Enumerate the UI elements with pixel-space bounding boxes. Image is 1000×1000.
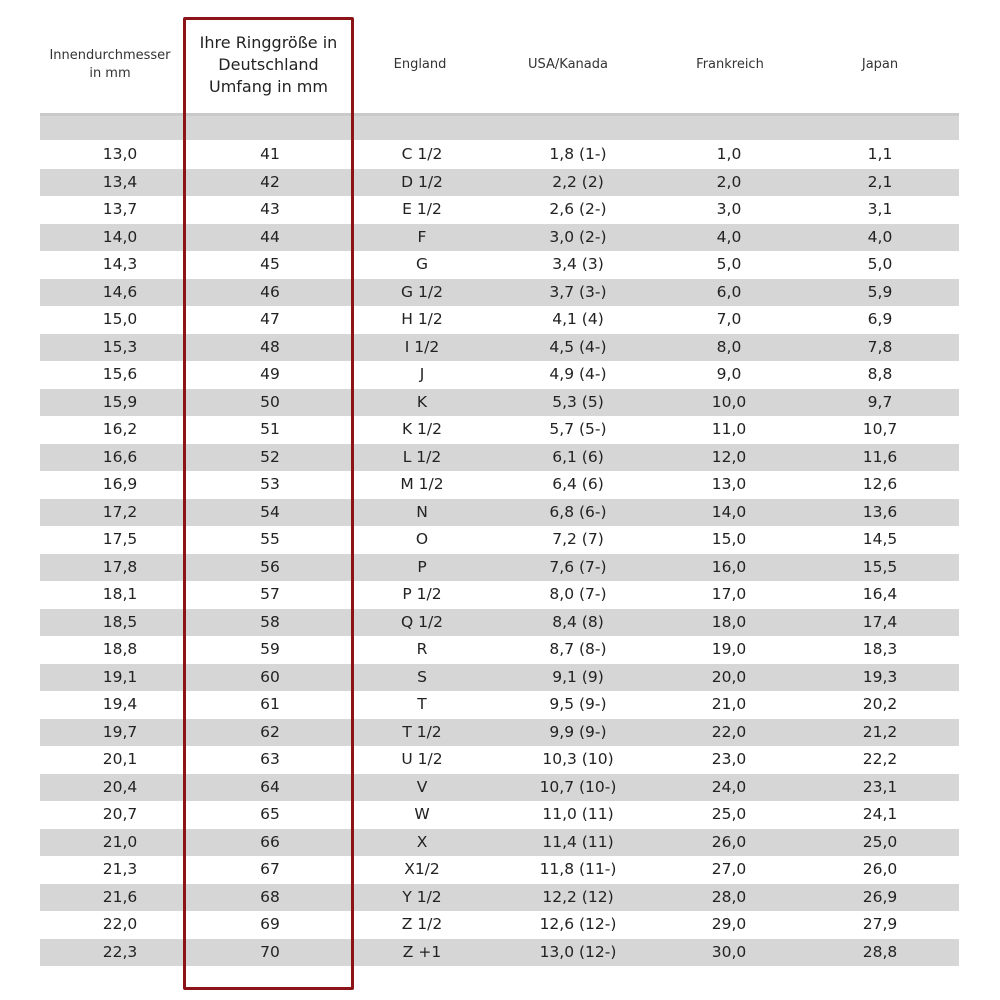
inner-diameter-cell: 21,6 (102, 887, 138, 906)
japan-size-cell: 27,9 (862, 915, 898, 933)
usa-size-cell: 7,6 (7-) (549, 557, 607, 576)
germany-size-cell: 66 (260, 832, 280, 851)
table-row (40, 719, 959, 747)
england-size-cell: H 1/2 (401, 310, 443, 328)
table-row (40, 169, 959, 197)
inner-diameter-cell: 19,1 (102, 667, 138, 686)
germany-size-cell: 69 (260, 915, 280, 933)
england-size-cell: L 1/2 (402, 447, 442, 466)
france-size-cell: 12,0 (711, 447, 747, 466)
japan-size-cell: 21,2 (862, 722, 898, 741)
usa-size-cell: 2,6 (2-) (549, 200, 607, 218)
japan-size-cell: 3,1 (867, 200, 893, 218)
table-row (40, 554, 959, 582)
table-row (40, 361, 959, 389)
table-row (40, 416, 959, 444)
japan-size-cell: 28,8 (862, 942, 898, 961)
japan-size-cell: 12,6 (862, 475, 898, 493)
germany-size-cell: 45 (260, 255, 280, 273)
japan-size-cell: 8,8 (867, 365, 893, 383)
germany-size-cell: 41 (260, 145, 280, 163)
france-size-cell: 14,0 (711, 502, 747, 521)
germany-size-cell: 56 (260, 557, 280, 576)
japan-size-cell: 6,9 (867, 310, 893, 328)
inner-diameter-cell: 14,3 (102, 255, 138, 273)
japan-size-cell: 9,7 (867, 392, 893, 411)
england-size-cell: E 1/2 (402, 200, 442, 218)
france-size-cell: 7,0 (716, 310, 742, 328)
germany-size-cell: 58 (260, 612, 280, 631)
header-japan: Japan (861, 57, 899, 72)
table-row (40, 609, 959, 637)
germany-size-cell: 60 (260, 667, 280, 686)
germany-size-cell: 67 (260, 860, 280, 878)
inner-diameter-cell: 22,3 (102, 942, 138, 961)
england-size-cell: J (419, 365, 425, 383)
inner-diameter-cell: 17,2 (102, 502, 138, 521)
header-inner-diameter: Innendurchmesser in mm (49, 48, 171, 81)
table-row (40, 224, 959, 252)
england-size-cell: P 1/2 (402, 585, 442, 603)
inner-diameter-cell: 13,7 (102, 200, 138, 218)
usa-size-cell: 13,0 (12-) (539, 942, 617, 961)
england-size-cell: V (416, 777, 428, 796)
usa-size-cell: 8,0 (7-) (549, 585, 607, 603)
table-row (40, 801, 959, 829)
table-row (40, 279, 959, 307)
header-england: England (393, 57, 447, 72)
japan-size-cell: 17,4 (862, 612, 898, 631)
germany-size-cell: 57 (260, 585, 280, 603)
inner-diameter-cell: 15,3 (102, 337, 138, 356)
inner-diameter-cell: 17,8 (102, 557, 138, 576)
table-row (40, 774, 959, 802)
england-size-cell: Q 1/2 (400, 612, 444, 631)
germany-size-cell: 53 (260, 475, 280, 493)
usa-size-cell: 2,2 (2) (552, 172, 604, 191)
usa-size-cell: 8,7 (8-) (549, 640, 607, 658)
header-usa-canada: USA/Kanada (528, 57, 608, 72)
usa-size-cell: 4,1 (4) (552, 310, 604, 328)
france-size-cell: 8,0 (716, 337, 742, 356)
usa-size-cell: 3,7 (3-) (549, 282, 607, 301)
france-size-cell: 10,0 (711, 392, 747, 411)
usa-size-cell: 9,9 (9-) (549, 722, 607, 741)
usa-size-cell: 6,4 (6) (552, 475, 604, 493)
usa-size-cell: 5,3 (5) (552, 392, 604, 411)
japan-size-cell: 5,0 (867, 255, 893, 273)
germany-size-cell: 63 (260, 750, 280, 768)
usa-size-cell: 10,3 (10) (542, 750, 614, 768)
france-size-cell: 22,0 (711, 722, 747, 741)
germany-size-cell: 42 (260, 172, 280, 191)
header-spacer-band (40, 116, 959, 140)
inner-diameter-cell: 18,1 (102, 585, 138, 603)
japan-size-cell: 11,6 (862, 447, 898, 466)
japan-size-cell: 22,2 (862, 750, 898, 768)
france-size-cell: 6,0 (716, 282, 742, 301)
header-france: Frankreich (696, 57, 764, 72)
usa-size-cell: 3,0 (2-) (549, 227, 607, 246)
france-size-cell: 3,0 (716, 200, 742, 218)
table-row (40, 939, 959, 967)
england-size-cell: F (417, 227, 427, 246)
japan-size-cell: 24,1 (862, 805, 898, 823)
france-size-cell: 2,0 (716, 172, 742, 191)
france-size-cell: 15,0 (711, 530, 747, 548)
france-size-cell: 9,0 (716, 365, 742, 383)
england-size-cell: G 1/2 (401, 282, 443, 301)
japan-size-cell: 7,8 (867, 337, 893, 356)
germany-size-cell: 50 (260, 392, 280, 411)
japan-size-cell: 20,2 (862, 695, 898, 713)
inner-diameter-cell: 18,8 (102, 640, 138, 658)
inner-diameter-cell: 18,5 (102, 612, 138, 631)
usa-size-cell: 12,6 (12-) (539, 915, 617, 933)
france-size-cell: 25,0 (711, 805, 747, 823)
france-size-cell: 30,0 (711, 942, 747, 961)
germany-size-cell: 59 (260, 640, 280, 658)
england-size-cell: R (416, 640, 428, 658)
england-size-cell: K (416, 392, 428, 411)
usa-size-cell: 6,1 (6) (552, 447, 604, 466)
table-row (40, 691, 959, 719)
japan-size-cell: 16,4 (862, 585, 898, 603)
inner-diameter-cell: 21,0 (102, 832, 138, 851)
england-size-cell: C 1/2 (401, 145, 443, 163)
inner-diameter-cell: 19,7 (102, 722, 138, 741)
england-size-cell: Z 1/2 (401, 915, 443, 933)
inner-diameter-cell: 20,4 (102, 777, 138, 796)
usa-size-cell: 4,5 (4-) (549, 337, 607, 356)
france-size-cell: 18,0 (711, 612, 747, 631)
japan-size-cell: 25,0 (862, 832, 898, 851)
table-row (40, 306, 959, 334)
england-size-cell: U 1/2 (401, 750, 443, 768)
header-germany-size: Ihre Ringgröße in Deutschland Umfang in mm (199, 33, 338, 96)
france-size-cell: 28,0 (711, 887, 747, 906)
table-row (40, 746, 959, 774)
inner-diameter-cell: 19,4 (102, 695, 138, 713)
table-row (40, 884, 959, 912)
inner-diameter-cell: 17,5 (102, 530, 138, 548)
japan-size-cell: 5,9 (867, 282, 893, 301)
germany-size-cell: 44 (260, 227, 280, 246)
france-size-cell: 26,0 (711, 832, 747, 851)
usa-size-cell: 9,5 (9-) (549, 695, 607, 713)
england-size-cell: N (416, 502, 428, 521)
france-size-cell: 1,0 (716, 145, 742, 163)
japan-size-cell: 18,3 (862, 640, 898, 658)
england-size-cell: T (417, 695, 427, 713)
france-size-cell: 20,0 (711, 667, 747, 686)
inner-diameter-cell: 20,1 (102, 750, 138, 768)
germany-size-cell: 61 (260, 695, 280, 713)
england-size-cell: Z +1 (402, 942, 442, 961)
japan-size-cell: 2,1 (867, 172, 893, 191)
france-size-cell: 27,0 (711, 860, 747, 878)
japan-size-cell: 19,3 (862, 667, 898, 686)
inner-diameter-cell: 22,0 (102, 915, 138, 933)
inner-diameter-cell: 21,3 (102, 860, 138, 878)
table-row (40, 664, 959, 692)
inner-diameter-cell: 15,0 (102, 310, 138, 328)
usa-size-cell: 3,4 (3) (552, 255, 604, 273)
japan-size-cell: 1,1 (867, 145, 893, 163)
usa-size-cell: 9,1 (9) (552, 667, 604, 686)
table-row (40, 471, 959, 499)
usa-size-cell: 11,8 (11-) (539, 860, 617, 878)
table-row (40, 334, 959, 362)
japan-size-cell: 13,6 (862, 502, 898, 521)
size-table-body (40, 141, 959, 966)
france-size-cell: 24,0 (711, 777, 747, 796)
table-row (40, 856, 959, 884)
england-size-cell: D 1/2 (401, 172, 443, 191)
england-size-cell: G (415, 255, 428, 273)
inner-diameter-cell: 16,9 (102, 475, 138, 493)
table-row (40, 829, 959, 857)
england-size-cell: W (414, 805, 430, 823)
germany-size-cell: 48 (260, 337, 280, 356)
table-row (40, 526, 959, 554)
table-row (40, 911, 959, 939)
table-row (40, 499, 959, 527)
france-size-cell: 21,0 (711, 695, 747, 713)
germany-size-cell: 54 (260, 502, 280, 521)
england-size-cell: Y 1/2 (402, 887, 442, 906)
germany-size-cell: 49 (260, 365, 280, 383)
table-row (40, 251, 959, 279)
inner-diameter-cell: 16,2 (102, 420, 138, 438)
england-size-cell: P (417, 557, 427, 576)
japan-size-cell: 26,0 (862, 860, 898, 878)
table-row (40, 389, 959, 417)
england-size-cell: M 1/2 (400, 475, 444, 493)
usa-size-cell: 5,7 (5-) (549, 420, 607, 438)
germany-size-cell: 64 (260, 777, 280, 796)
france-size-cell: 23,0 (711, 750, 747, 768)
usa-size-cell: 4,9 (4-) (549, 365, 607, 383)
usa-size-cell: 6,8 (6-) (549, 502, 607, 521)
table-row (40, 444, 959, 472)
inner-diameter-cell: 14,0 (102, 227, 138, 246)
inner-diameter-cell: 14,6 (102, 282, 138, 301)
germany-size-cell: 68 (260, 887, 280, 906)
japan-size-cell: 15,5 (862, 557, 898, 576)
table-row (40, 636, 959, 664)
france-size-cell: 4,0 (716, 227, 742, 246)
england-size-cell: O (415, 530, 429, 548)
japan-size-cell: 10,7 (862, 420, 898, 438)
table-row (40, 141, 959, 169)
inner-diameter-cell: 15,9 (102, 392, 138, 411)
germany-size-cell: 52 (260, 447, 280, 466)
usa-size-cell: 11,0 (11) (542, 805, 614, 823)
france-size-cell: 11,0 (711, 420, 747, 438)
germany-size-cell: 62 (260, 722, 280, 741)
usa-size-cell: 11,4 (11) (542, 832, 614, 851)
france-size-cell: 19,0 (711, 640, 747, 658)
france-size-cell: 29,0 (711, 915, 747, 933)
japan-size-cell: 4,0 (867, 227, 893, 246)
inner-diameter-cell: 13,0 (102, 145, 138, 163)
germany-size-cell: 65 (260, 805, 280, 823)
usa-size-cell: 10,7 (10-) (539, 777, 617, 796)
table-row (40, 581, 959, 609)
japan-size-cell: 26,9 (862, 887, 898, 906)
table-row (40, 196, 959, 224)
england-size-cell: I 1/2 (404, 337, 440, 356)
germany-size-cell: 47 (260, 310, 280, 328)
usa-size-cell: 7,2 (7) (552, 530, 604, 548)
germany-size-cell: 70 (260, 942, 280, 961)
england-size-cell: X1/2 (404, 860, 440, 878)
inner-diameter-cell: 20,7 (102, 805, 138, 823)
england-size-cell: K 1/2 (401, 420, 443, 438)
inner-diameter-cell: 15,6 (102, 365, 138, 383)
germany-size-cell: 46 (260, 282, 280, 301)
france-size-cell: 5,0 (716, 255, 742, 273)
germany-size-cell: 51 (260, 420, 280, 438)
usa-size-cell: 1,8 (1-) (549, 145, 607, 163)
germany-size-cell: 55 (260, 530, 280, 548)
japan-size-cell: 14,5 (862, 530, 898, 548)
japan-size-cell: 23,1 (862, 777, 898, 796)
england-size-cell: S (417, 667, 427, 686)
england-size-cell: X (416, 832, 428, 851)
germany-size-cell: 43 (260, 200, 280, 218)
france-size-cell: 13,0 (711, 475, 747, 493)
inner-diameter-cell: 16,6 (102, 447, 138, 466)
france-size-cell: 16,0 (711, 557, 747, 576)
inner-diameter-cell: 13,4 (102, 172, 138, 191)
england-size-cell: T 1/2 (402, 722, 442, 741)
france-size-cell: 17,0 (711, 585, 747, 603)
usa-size-cell: 12,2 (12) (542, 887, 614, 906)
usa-size-cell: 8,4 (8) (552, 612, 604, 631)
